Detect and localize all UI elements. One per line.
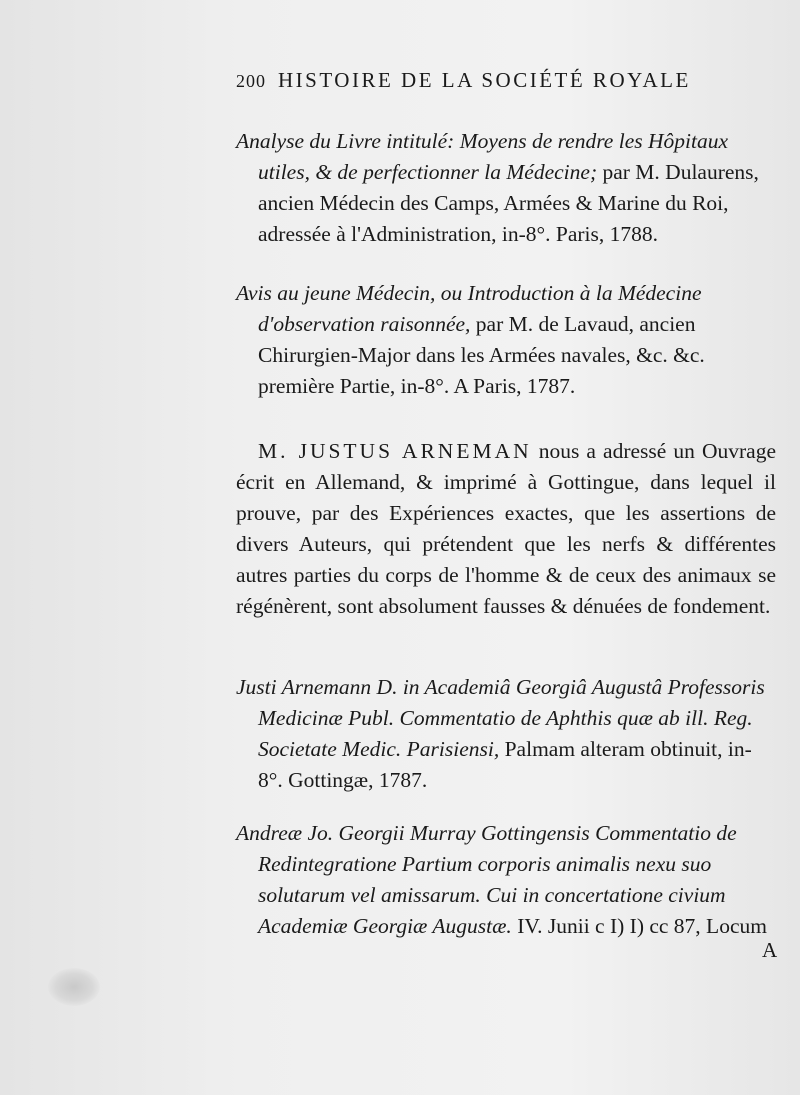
- catchword: A: [762, 938, 778, 962]
- entry-details: Palmam alteram obtinuit, in-8°. Gottingæ, 1787.: [258, 737, 752, 792]
- author-name: M. JUSTUS ARNEMAN: [258, 439, 532, 463]
- entry-title: Analyse du Livre intitulé: Moyens de rendre les Hôpitaux utiles, & de perfectionner la Médecine;: [236, 129, 728, 184]
- running-head: [236, 68, 756, 93]
- bibliography-entry-3: [236, 672, 776, 796]
- bibliography-entry-4: [236, 818, 776, 942]
- entry-title: Andreæ Jo. Georgii Murray Gottingensis Commentatio de Redintegratione Partium corporis animalis nexu suo solutarum vel amissarum. Cui in concertatione civium Academiæ Georgiæ Augustæ.: [236, 821, 737, 938]
- notice-text: nous a adressé un Ouvrage écrit en Allemand, & imprimé à Gottingue, dans lequel il prouve, par des Expériences exactes, que les assertions de divers Auteurs, qui prétendent que les nerfs & différentes autres parties du corps de l'homme & de ceux des animaux se régénèrent, sont absolument fausses & dénuées de fondement.: [236, 439, 776, 618]
- entry-details: IV. Junii c I) I) cc 87, Locum: [511, 914, 767, 938]
- entry-details: par M. de Lavaud, ancien Chirurgien-Major dans les Armées navales, &c. &c. première Partie, in-8°. A Paris, 1787.: [258, 312, 705, 398]
- entry-details: par M. Dulaurens, ancien Médecin des Camps, Armées & Marine du Roi, adressée à l'Administration, in-8°. Paris, 1788.: [258, 160, 759, 246]
- entry-title: Justi Arnemann D. in Academiâ Georgiâ Augustâ Professoris Medicinæ Publ. Commentatio de Aphthis quæ ab ill. Reg. Societate Medic. Parisiensi,: [236, 675, 765, 761]
- page-number: 200: [236, 71, 266, 91]
- bibliography-entry-2: [236, 278, 776, 402]
- foxing-stain: [48, 968, 100, 1006]
- running-title: HISTOIRE DE LA SOCIÉTÉ ROYALE: [278, 68, 691, 92]
- notice-paragraph: [236, 436, 776, 622]
- entry-title: Avis au jeune Médecin, ou Introduction à la Médecine d'observation raisonnée,: [236, 281, 702, 336]
- bibliography-entry-1: [236, 126, 776, 250]
